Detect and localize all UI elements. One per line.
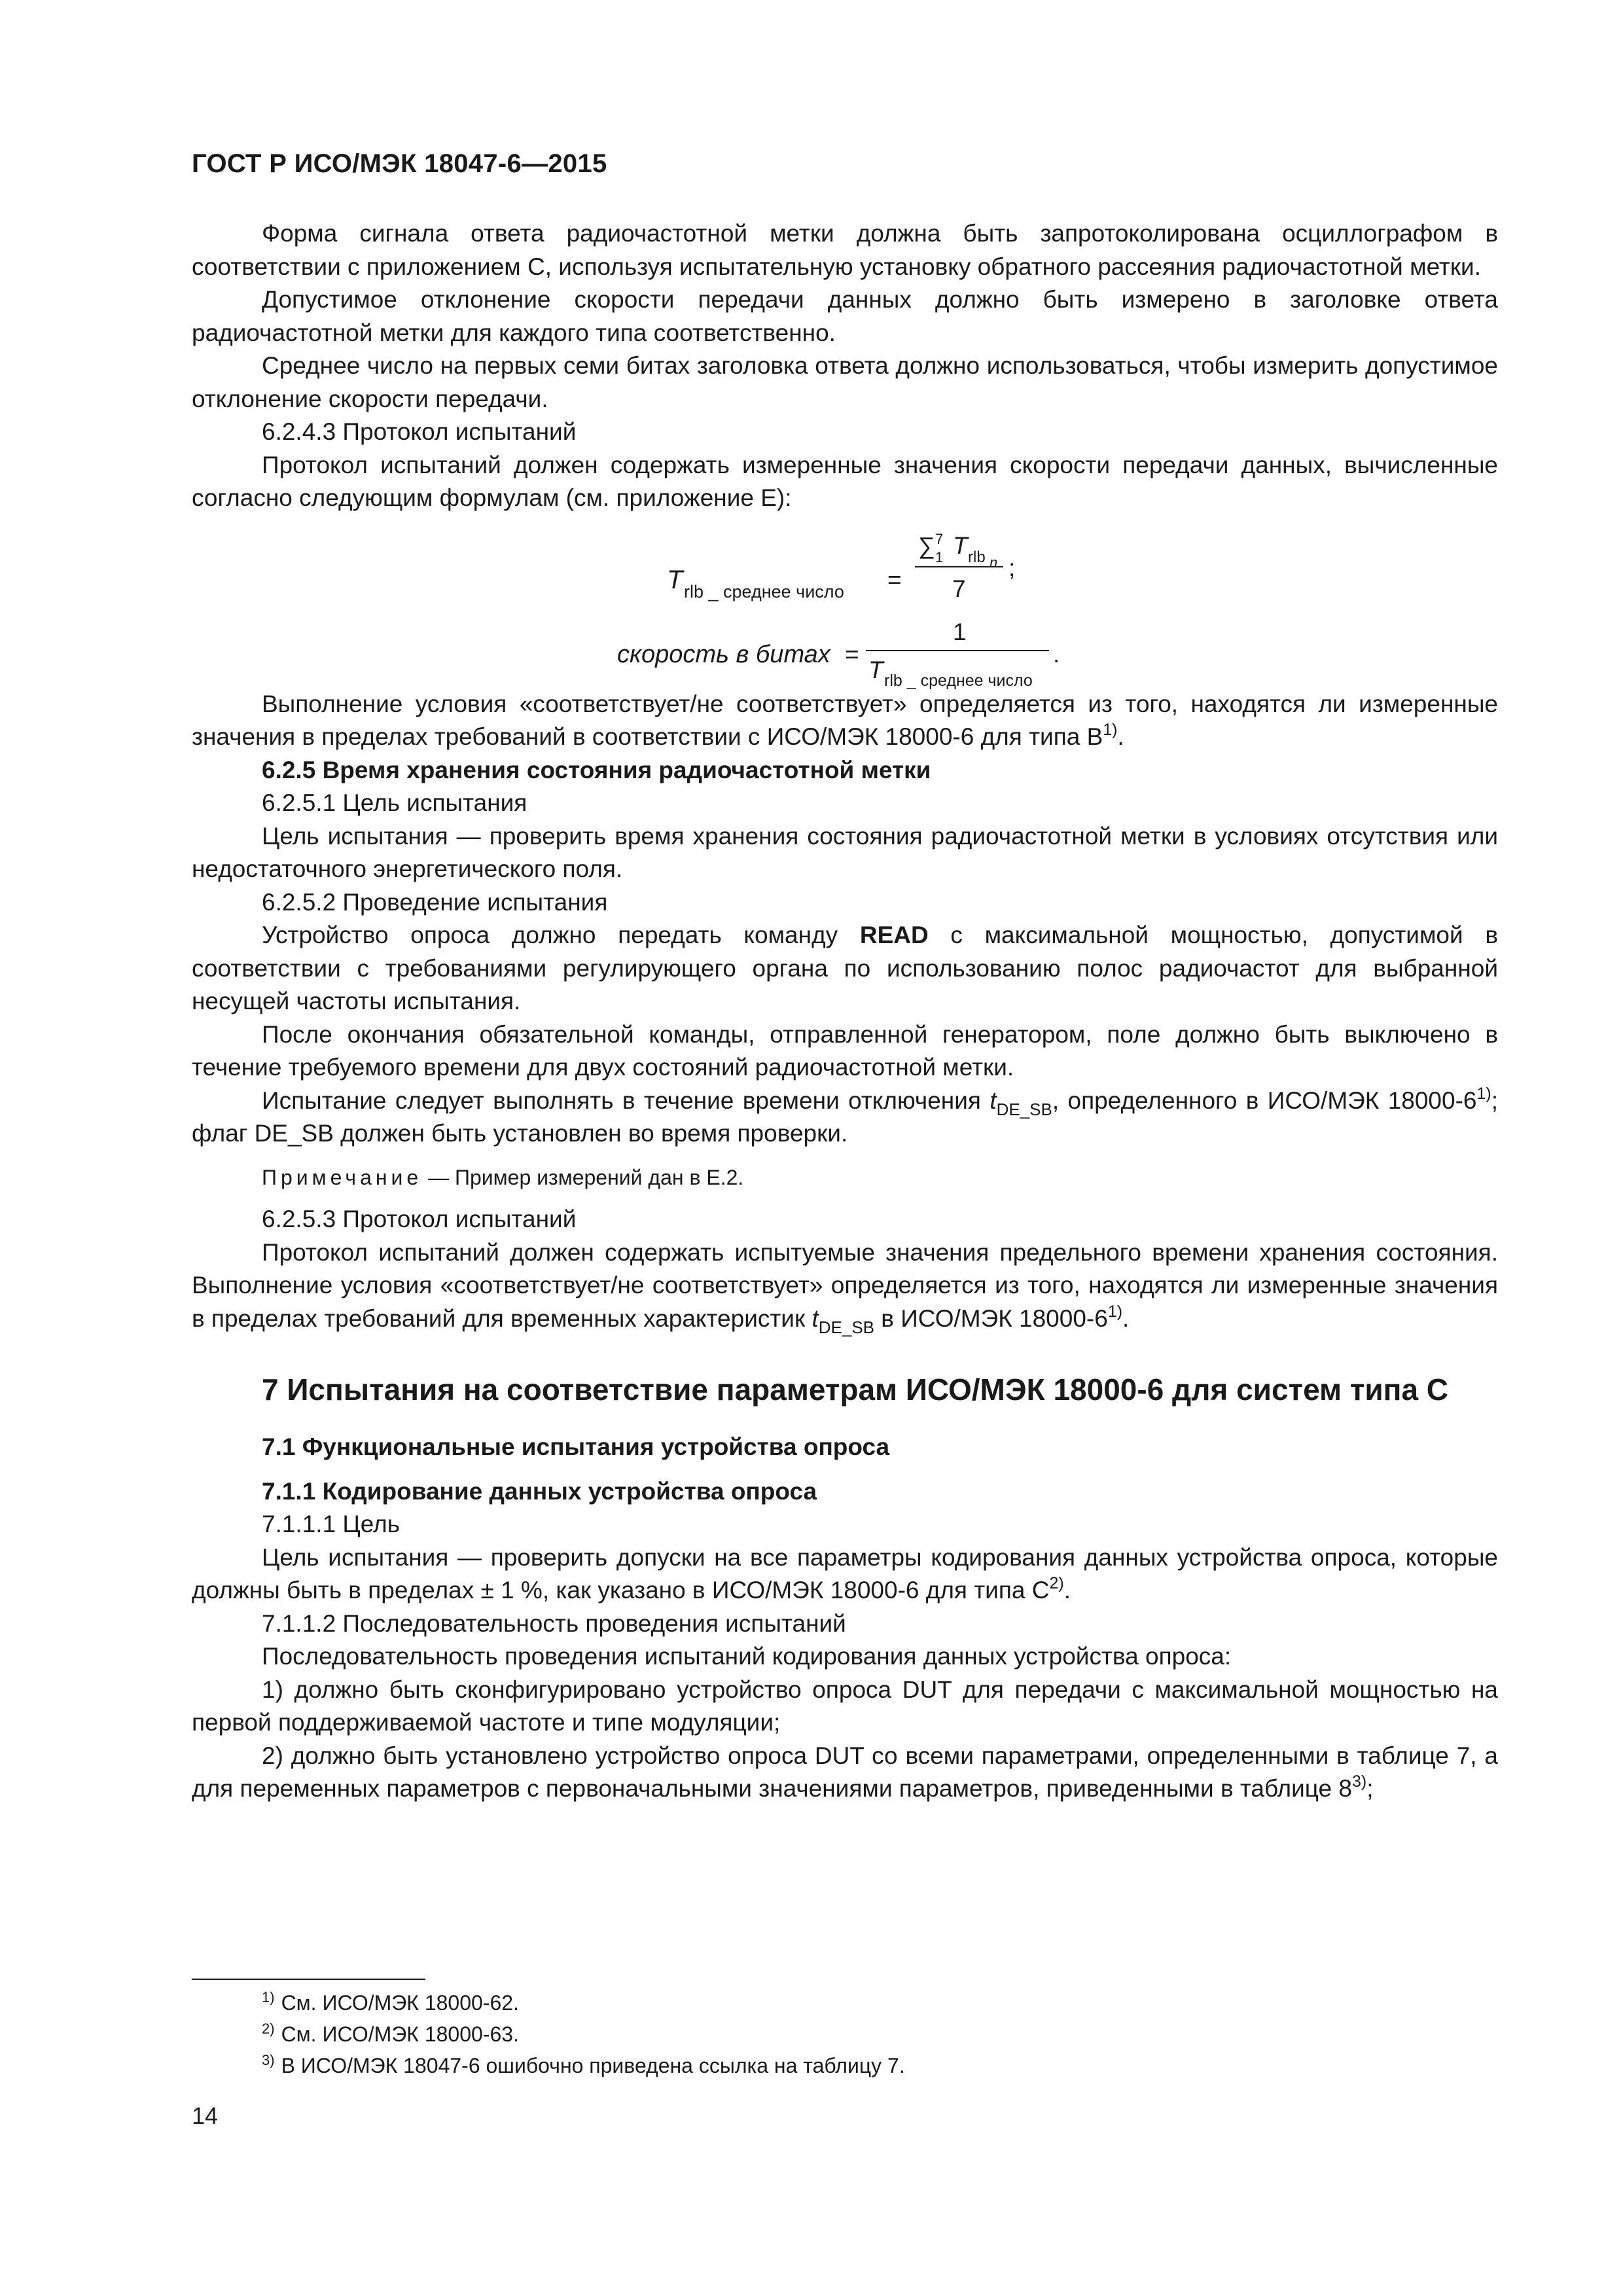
paragraph: Выполнение условия «соответствует/не соответствует» определяется из того, находятся ли измеренные значения в пределах требований в соответствии с ИСО/МЭК 18000-6 для типа $В^{1)}$. <box>192 690 1498 750</box>
section-heading: 7.1 Функциональные испытания устройства опроса <box>262 1433 890 1460</box>
command-name: READ <box>859 922 929 948</box>
paragraph: После окончания обязательной команды, отправленной генератором, поле должно быть выключено в течение требуемого времени для двух состояний радиочастотной метки. <box>192 1020 1498 1081</box>
section-heading: 7.1.1 Кодирование данных устройства опроса <box>262 1478 817 1505</box>
formula-terminator: . <box>1053 640 1060 668</box>
paragraph: Среднее число на первых семи битах заголовка ответа должно использоваться, чтобы измерить допустимое отклонение скорости передачи. <box>192 352 1498 412</box>
document-header: ГОСТ Р ИСО/МЭК 18047-6—2015 <box>192 149 607 178</box>
formula-lhs-label: скорость в битах <box>617 640 830 668</box>
fraction-line <box>915 566 1003 567</box>
formula-terminator: ; <box>1008 554 1016 581</box>
paragraph: Допустимое отклонение скорости передачи данных должно быть измерено в заголовке ответа радиочастотной метки для каждого типа соответственно. <box>192 286 1498 346</box>
footnote: $^{3)}$ В ИСО/МЭК 18047-6 ошибочно приведена ссылка на таблицу 7. <box>262 2052 905 2077</box>
subsection-heading: 7.1.1.1 Цель <box>262 1511 401 1537</box>
list-item: 1) должно быть сконфигурировано устройство опроса DUT для передачи с максимальной мощностью на первой поддерживаемой частоте и типе модуляции; <box>192 1676 1498 1736</box>
document-body <box>192 217 1498 1806</box>
subsection-heading: 6.2.5 Время хранения состояния радиочастотной метки <box>262 756 931 783</box>
paragraph: Форма сигнала ответа радиочастотной метки должна быть запротоколирована осциллографом в соответствии с приложением С, используя испытательную установку обратного рассеяния радиочастотной метки. <box>192 220 1498 280</box>
formula-sum-symbol: ∑ <box>918 531 935 559</box>
list-item: 2) должно быть установлено устройство опроса DUT со всеми параметрами, определенными в таблице 7, а для переменных параметров с первоначальными значениями параметров, приведенными в таблице 8$^{3)}$; <box>192 1742 1498 1802</box>
footnote-ref: 1) <box>1107 1302 1123 1321</box>
note: Примечание — Пример измерений дан в Е.2. <box>262 1165 744 1189</box>
footnote-ref: 3) <box>1351 1772 1367 1791</box>
formula-denominator: 7 <box>952 575 966 602</box>
paragraph: Последовательность проведения испытаний кодирования данных устройства опроса: <box>262 1643 1232 1670</box>
paragraph: Протокол испытаний должен содержать испытуемые значения предельного времени хранения состояния. Выполнение условия «соответствует/не соответствует» определяется из того, находятся ли измеренные значения в пределах требований для временных характеристик $t_{DE\_SB}$ в ИСО/МЭК 18000-6$^{1)}$. <box>192 1238 1498 1337</box>
footnote-separator <box>192 1979 425 1980</box>
footnotes <box>262 1987 1492 2081</box>
note-label: Примечание <box>262 1165 423 1189</box>
footnote: $^{1)}$ См. ИСО/МЭК 18000-62. <box>262 1989 519 2015</box>
formula-lhs-symbol: T <box>667 565 683 594</box>
subsection-heading: 7.1.1.2 Последовательность проведения испытаний <box>262 1609 846 1637</box>
page-number: 14 <box>192 2102 219 2129</box>
formula-numerator-subsubscript: n <box>990 554 998 571</box>
formula-sum-lower: 1 <box>935 548 944 565</box>
paragraph: Протокол испытаний должен содержать измеренные значения скорости передачи данных, вычисленные согласно следующим формулам (см. приложение Е): <box>192 451 1498 511</box>
footnote-ref: 1) <box>1103 721 1118 739</box>
paragraph: Устройство опроса должно передать команду READ с максимальной мощностью, допустимой в соответствии с требованиями регулирующего органа по использованию полос радиочастот для выбранной несущей частоты испытания. <box>192 922 1498 1014</box>
formula-denominator-subscript: rlb _ среднее число <box>884 671 1033 690</box>
subsection-heading: 6.2.5.3 Протокол испытаний <box>262 1206 577 1232</box>
paragraph: Цель испытания — проверить допуски на все параметры кодирования данных устройства опроса, которые должны быть в пределах ± 1 %, как указано в ИСО/МЭК 18000-6 для типа $С^{2)}$. <box>192 1543 1498 1604</box>
formula-block <box>192 518 1498 690</box>
formula-lhs-subscript: rlb _ среднее число <box>684 581 844 601</box>
subsection-heading: 6.2.5.2 Проведение испытания <box>262 888 608 916</box>
paragraph: Испытание следует выполнять в течение времени отключения $t_{DE\_SB}$, определенного в ИСО/МЭК 18000-6$^{1)}$; флаг DE_SB должен быть установлен во время проверки. <box>192 1084 1498 1147</box>
footnote-ref: 2) <box>1049 1574 1064 1592</box>
footnote-ref: 1) <box>1476 1084 1491 1103</box>
formula-numerator-subscript: rlb <box>968 548 986 566</box>
subsection-heading: 6.2.4.3 Протокол испытаний <box>262 418 577 445</box>
formula-equals: = <box>887 565 902 593</box>
fraction-line <box>866 650 1049 651</box>
subsection-heading: 6.2.5.1 Цель испытания <box>262 789 527 816</box>
section-heading: 7 Испытания на соответствие параметрам ИСО/МЭК 18000-6 для систем типа С <box>262 1372 1449 1407</box>
formula-numerator: 1 <box>953 618 967 645</box>
footnote: $^{2)}$ См. ИСО/МЭК 18000-63. <box>262 2020 519 2046</box>
formula-denominator-symbol: T <box>868 656 883 683</box>
formula-numerator-symbol: T <box>953 531 968 559</box>
formula-equals: = <box>845 640 859 668</box>
paragraph: Цель испытания — проверить время хранения состояния радиочастотной метки в условиях отсутствия или недостаточного энергетического поля. <box>192 822 1498 882</box>
formula-sum-upper: 7 <box>935 530 944 547</box>
